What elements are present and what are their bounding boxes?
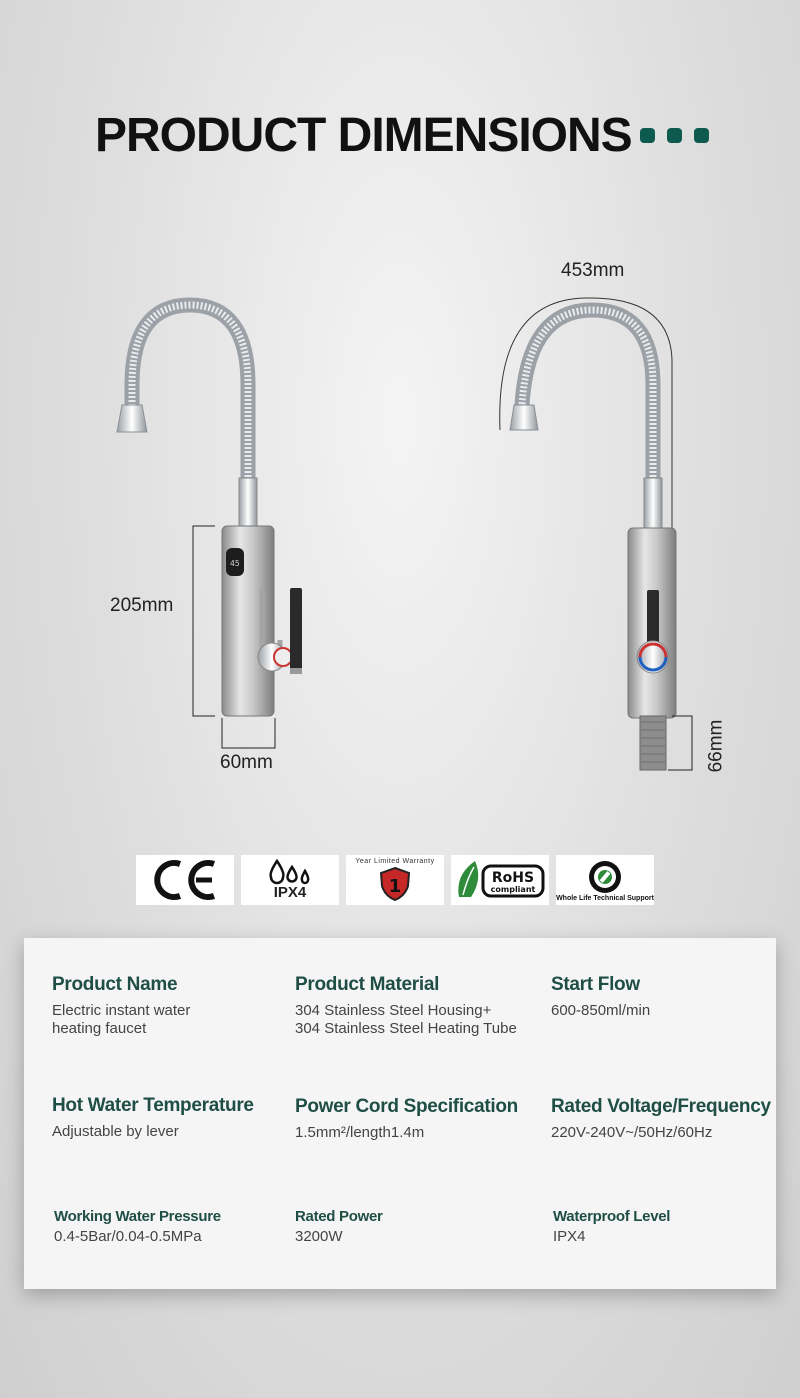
spec-working-water-pressure: Working Water Pressure 0.4-5Bar/0.04-0.5MPa bbox=[54, 1208, 221, 1245]
spec-rated-power: Rated Power 3200W bbox=[295, 1208, 383, 1245]
certification-badges bbox=[136, 855, 654, 905]
dimension-label-thread: 66mm bbox=[705, 719, 727, 773]
svg-text:RoHS: RoHS bbox=[491, 870, 535, 886]
page-title: PRODUCT DIMENSIONS bbox=[95, 109, 632, 162]
rohs-leaf-icon bbox=[451, 855, 549, 905]
svg-text:compliant: compliant bbox=[490, 885, 536, 894]
faucet-side-view bbox=[500, 298, 692, 770]
svg-text:45: 45 bbox=[230, 559, 240, 568]
ipx4-label: IPX4 bbox=[273, 884, 307, 901]
spec-product-name: Product Name Electric instant water heating faucet bbox=[52, 974, 191, 1037]
dimension-label-spout: 453mm bbox=[561, 260, 625, 281]
spec-start-flow: Start Flow 600-850ml/min bbox=[551, 974, 651, 1019]
support-wrench-icon: Whole Life Technical Support bbox=[556, 855, 654, 905]
spec-product-material: Product Material 304 Stainless Steel Housing+ 304 Stainless Steel Heating Tube bbox=[295, 974, 517, 1037]
spec-waterproof-level: Waterproof Level IPX4 bbox=[553, 1208, 671, 1245]
spec-rated-voltage: Rated Voltage/Frequency 220V-240V~/50Hz/60Hz bbox=[551, 1096, 771, 1141]
faucet-front-view bbox=[117, 305, 302, 748]
svg-text:1: 1 bbox=[388, 876, 402, 897]
spec-power-cord: Power Cord Specification 1.5mm²/length1.4m bbox=[295, 1096, 518, 1141]
spec-hot-water-temperature: Hot Water Temperature Adjustable by lever bbox=[52, 1095, 254, 1140]
dimension-label-height: 205mm bbox=[110, 595, 174, 616]
water-drops-icon bbox=[241, 855, 339, 905]
dimension-label-base: 60mm bbox=[220, 752, 273, 773]
warranty-badge-icon: Year Limited Warranty 1 bbox=[346, 855, 444, 905]
spec-card bbox=[24, 938, 776, 1289]
ce-mark-icon bbox=[136, 855, 234, 905]
